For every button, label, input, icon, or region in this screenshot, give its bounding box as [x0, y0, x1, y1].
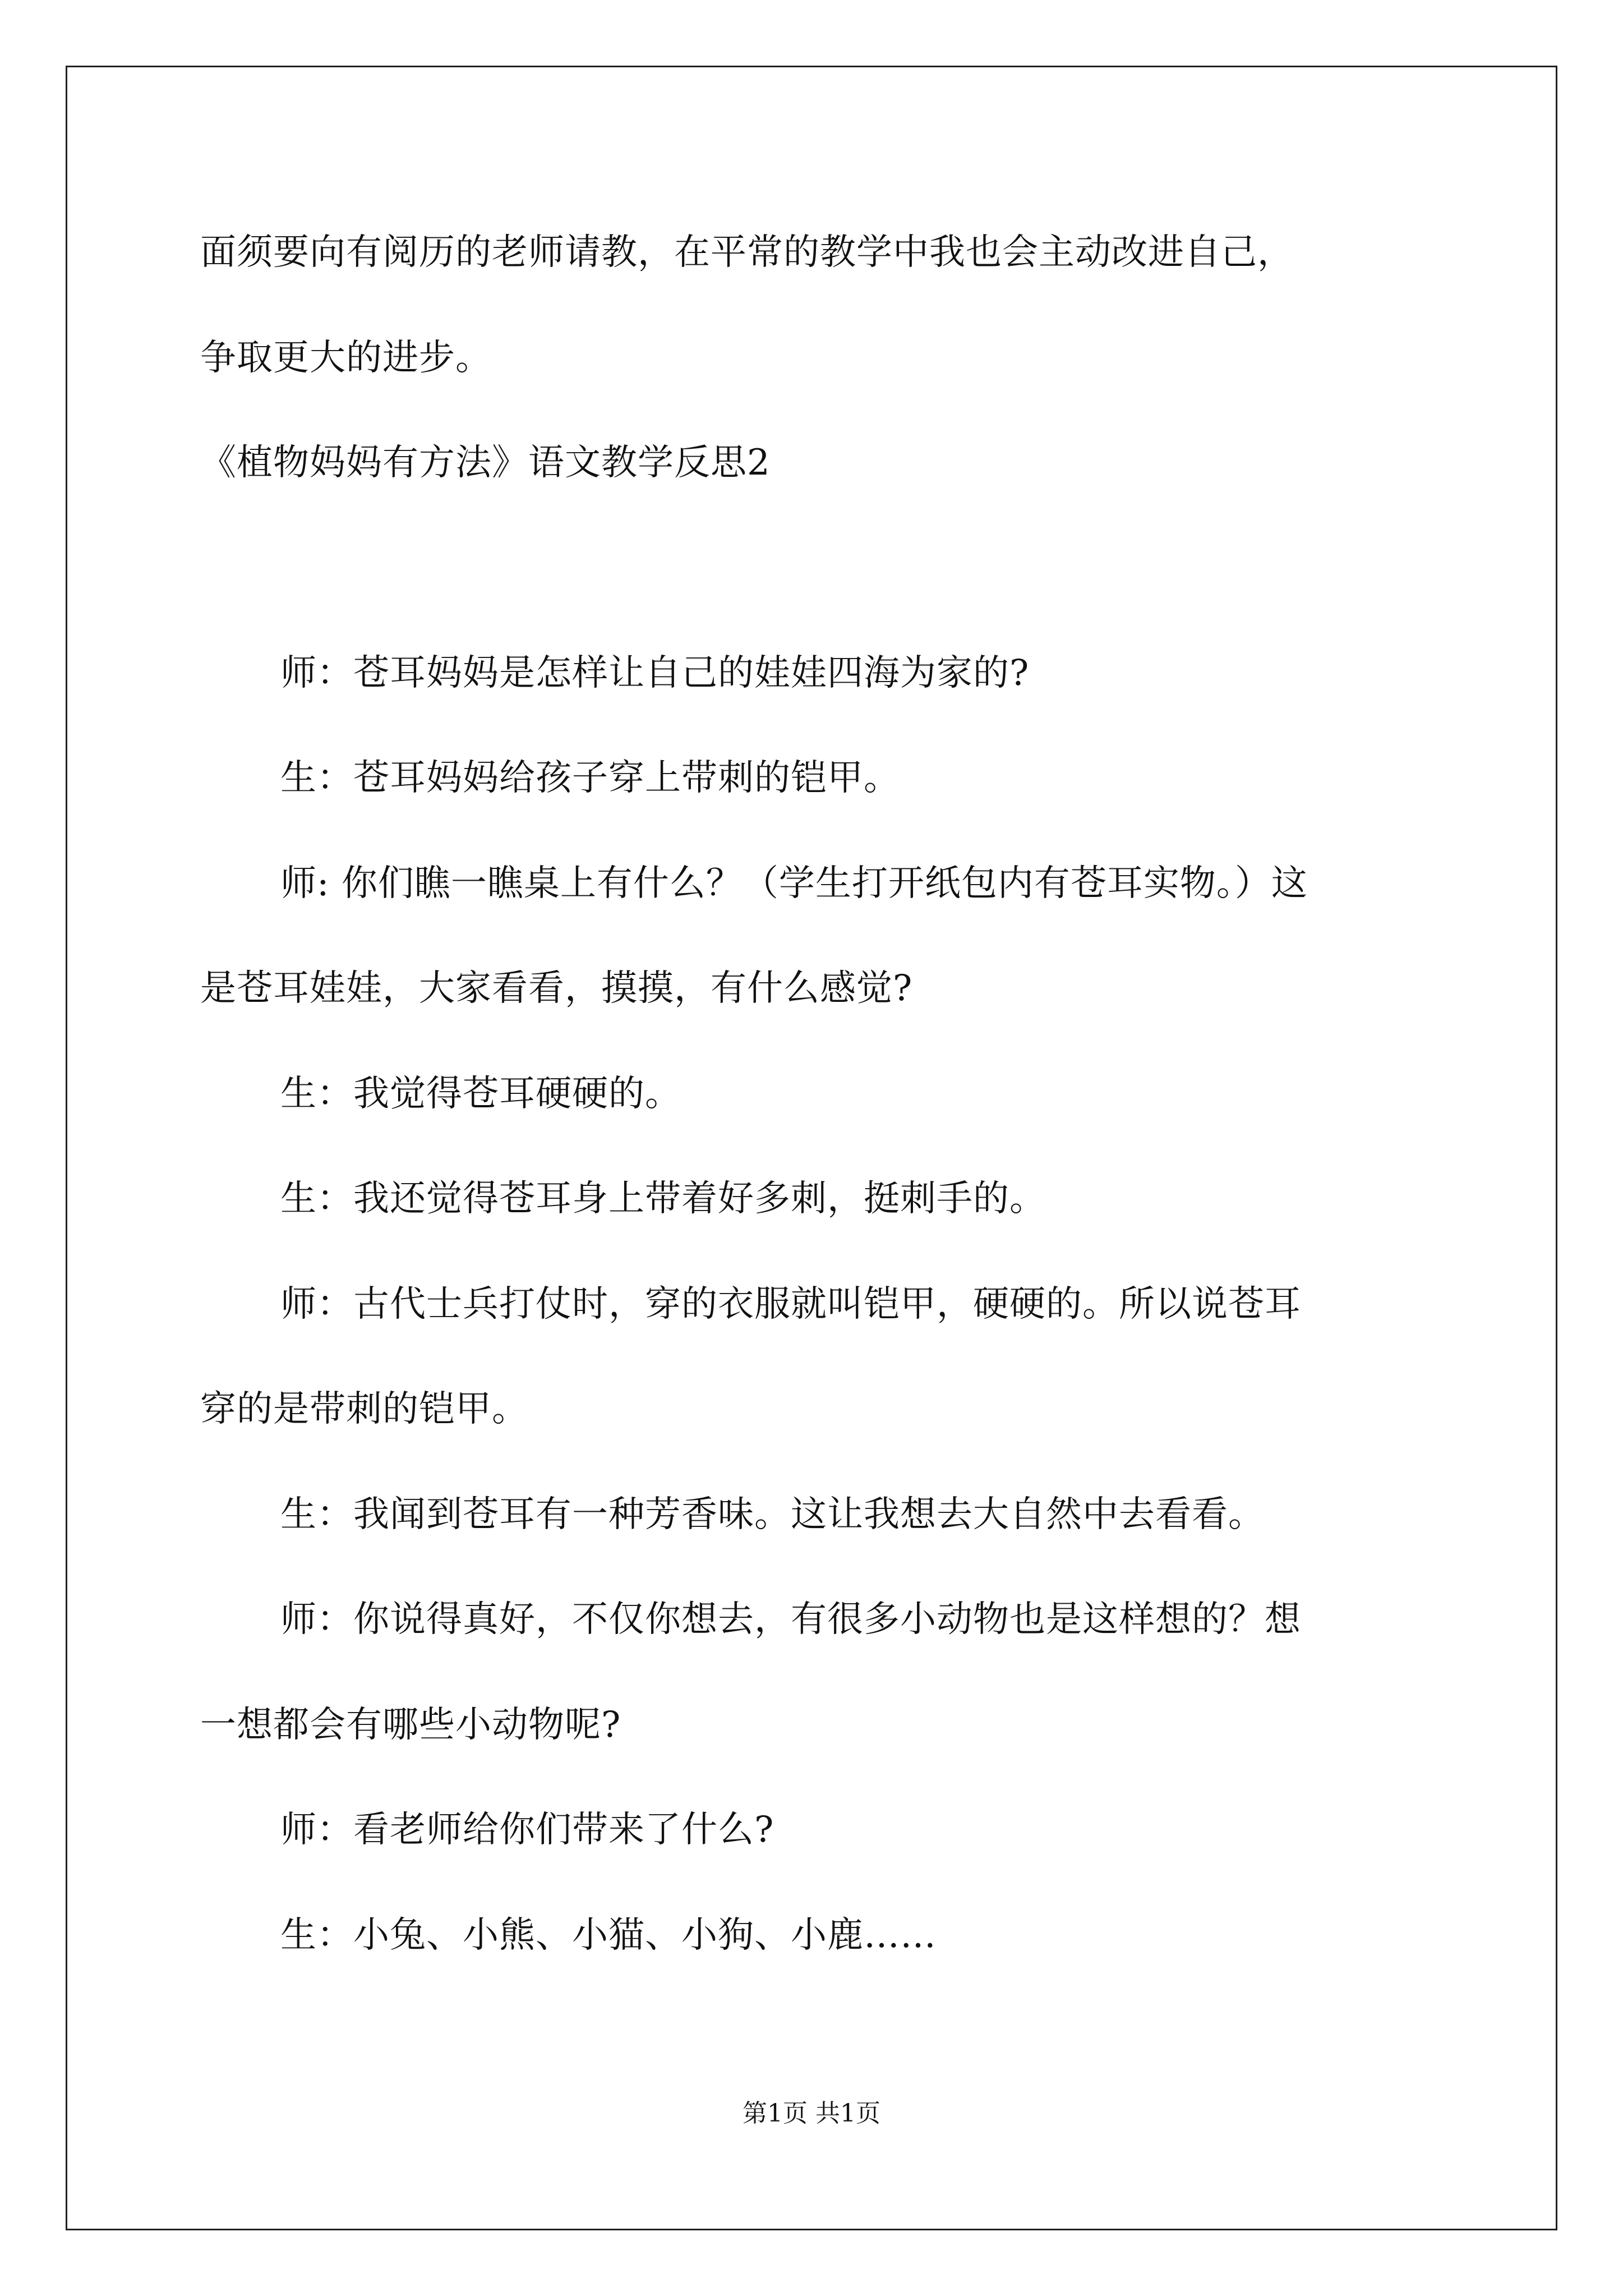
text-line: 生：我闻到苍耳有一种芳香味。这让我想去大自然中去看看。 — [280, 1494, 1265, 1535]
text-line: 师: 你们瞧一瞧桌上有什么？（学生打开纸包内有苍耳实物。）这 — [280, 863, 1308, 904]
text-line: 生：我还觉得苍耳身上带着好多刺，挺刺手的。 — [280, 1178, 1046, 1220]
text-line: 师：古代士兵打仗时，穿的衣服就叫铠甲，硬硬的。所以说苍耳 — [280, 1283, 1301, 1325]
text-line: 一想都会有哪些小动物呢? — [200, 1704, 621, 1746]
text-line: 师：你说得真好，不仅你想去，有很多小动物也是这样想的？想 — [280, 1599, 1301, 1640]
page-number-footer: 第1页 共1页 — [743, 2099, 880, 2128]
text-line: 师：看老师给你们带来了什么? — [280, 1809, 774, 1851]
text-line: 面须要向有阅历的老师请教，在平常的教学中我也会主动改进自己， — [200, 232, 1294, 273]
page-border — [66, 66, 1557, 2230]
section-heading: 《植物妈妈有方法》语文教学反思2 — [200, 442, 771, 484]
text-line: 争取更大的进步。 — [200, 337, 492, 379]
text-line: 师：苍耳妈妈是怎样让自己的娃娃四海为家的? — [280, 652, 1030, 694]
text-line: 是苍耳娃娃，大家看看，摸摸，有什么感觉? — [200, 968, 913, 1009]
text-line: 生：小兔、小熊、小猫、小狗、小鹿…… — [280, 1915, 937, 1956]
text-line: 生：我觉得苍耳硬硬的。 — [280, 1073, 681, 1115]
text-line: 生：苍耳妈妈给孩子穿上带刺的铠甲。 — [280, 757, 900, 799]
text-line: 穿的是带刺的铠甲。 — [200, 1388, 528, 1430]
